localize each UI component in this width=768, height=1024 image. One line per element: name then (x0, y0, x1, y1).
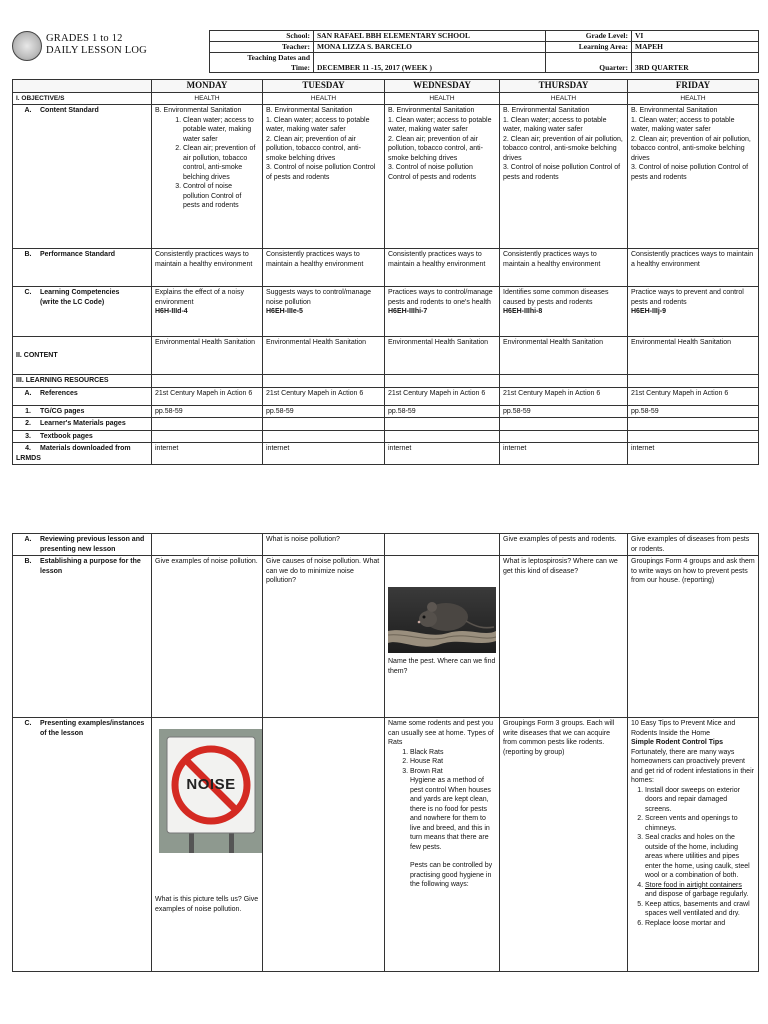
tg-label: 1. TG/CG pages (13, 405, 152, 418)
md-friday: internet (628, 443, 759, 465)
md-monday: internet (152, 443, 263, 465)
quarter-value: 3RD QUARTER (632, 53, 759, 73)
ref-wednesday: 21st Century Mapeh in Action 6 (385, 387, 500, 405)
ref-friday: 21st Century Mapeh in Action 6 (628, 387, 759, 405)
day-tuesday: TUESDAY (263, 80, 385, 93)
ref-monday: 21st Century Mapeh in Action 6 (152, 387, 263, 405)
perf-tuesday: Consistently practices ways to maintain a healthy environment (263, 249, 385, 287)
presenting-label: C. Presenting examples/instances of the lesson (13, 718, 152, 972)
subject-monday: HEALTH (152, 92, 263, 105)
presenting-friday: 10 Easy Tips to Prevent Mice and Rodents Inside the Home Simple Rodent Control Tips Fortunately, there are many ways homeowners can proactively prevent and get rid of rodent infestations in their homes: 1. Install door sweeps on exterior doors and repair damaged screens. 2. Screen vents and openings to chimneys. 3. Seal cracks and holes on the outside of the home, including areas where utilities and pipes enter the home, using caulk, steel wool or a combination of both. 4. Store food in airtight containers and dispose of garbage regularly. 5. Keep attics, basements and crawl spaces well ventilated and dry. 6. Replace loose mortar and (628, 718, 759, 972)
objectives-label: I. OBJECTIVE/S (13, 92, 152, 105)
tg-thursday: pp.58-59 (500, 405, 628, 418)
subject-friday: HEALTH (628, 92, 759, 105)
rat-photo (388, 587, 496, 653)
tg-wednesday: pp.58-59 (385, 405, 500, 418)
quarter-label: Quarter: (546, 53, 632, 73)
teacher-label: Teacher: (210, 42, 314, 53)
presenting-monday: NOISE What is this picture tells us? Give examples of noise pollution. (152, 718, 263, 972)
md-wednesday: internet (385, 443, 500, 465)
dates-value: DECEMBER 11 -15, 2017 (WEEK ) (314, 53, 546, 73)
purpose-wednesday: Name the pest. Where can we find them? (385, 556, 500, 718)
review-label: A. Reviewing previous lesson and presenting new lesson (13, 534, 152, 556)
perf-thursday: Consistently practices ways to maintain a healthy environment (500, 249, 628, 287)
no-noise-sign-photo (159, 729, 263, 853)
airtight-containers-link[interactable]: Store food in airtight containers (645, 881, 742, 889)
tg-tuesday: pp.58-59 (263, 405, 385, 418)
purpose-monday: Give examples of noise pollution. (152, 556, 263, 718)
comp-tuesday: Suggests ways to control/manage noise pollution H6EH-IIIe-5 (263, 287, 385, 337)
comp-thursday: Identifies some common diseases caused by pests and rodents H6EH-IIIhi-8 (500, 287, 628, 337)
lesson-log-table-2 (12, 533, 759, 972)
content-tuesday: Environmental Health Sanitation (263, 337, 385, 375)
deped-seal-logo (12, 31, 42, 61)
title-grades: GRADES 1 to 12 (46, 33, 123, 44)
content-standard-label: A. Content Standard (13, 105, 152, 249)
rat-illustration (388, 587, 496, 653)
day-monday: MONDAY (152, 80, 263, 93)
grade-value: VI (632, 31, 759, 42)
comp-monday: Explains the effect of a noisy environment H6H-IIId-4 (152, 287, 263, 337)
content-standard-wednesday: B. Environmental Sanitation 1. Clean water; access to potable water, making water safer 2. Clean air; prevention of air pollution, tobacco control, anti-smoke belching drives 3. Control of noise pollution Control of pests and rodents (385, 105, 500, 249)
document-title (46, 33, 147, 57)
presenting-thursday: Groupings Form 3 groups. Each will write diseases that we can acquire from common pests like rodents. (reporting by group) (500, 718, 628, 972)
grade-label: Grade Level: (546, 31, 632, 42)
textbook-label: 3. Textbook pages (13, 430, 152, 443)
content-standard-friday: B. Environmental Sanitation 1. Clean water; access to potable water, making water safer 2. Clean air; prevention of air pollution, tobacco control, anti-smoke belching drives 3. Control of noise pollution Control of pests and rodents (628, 105, 759, 249)
purpose-friday: Groupings Form 4 groups and ask them to write ways on how to prevent pests from our house. (reporting) (628, 556, 759, 718)
competencies-label: C. Learning Competencies (write the LC Code) (13, 287, 152, 337)
md-tuesday: internet (263, 443, 385, 465)
school-value: SAN RAFAEL BBH ELEMENTARY SCHOOL (314, 31, 546, 42)
perf-friday: Consistently practices ways to maintain a healthy environment (628, 249, 759, 287)
content-wednesday: Environmental Health Sanitation (385, 337, 500, 375)
subject-tuesday: HEALTH (263, 92, 385, 105)
presenting-tuesday (263, 718, 385, 972)
ref-tuesday: 21st Century Mapeh in Action 6 (263, 387, 385, 405)
md-thursday: internet (500, 443, 628, 465)
subject-thursday: HEALTH (500, 92, 628, 105)
presenting-wednesday: Name some rodents and pest you can usually see at home. Types of Rats 1. Black Rats 2. House Rat 3. Brown Rat Hygiene as a method of pest control When houses and yards are kept clean, there is no food for pests and nowhere for them to live and breed, and this in turn means that there are few pests. Pests can be controlled by practising good hygiene in the following ways: (385, 718, 500, 972)
purpose-thursday: What is leptospirosis? Where can we get this kind of disease? (500, 556, 628, 718)
noise-sign-text: NOISE (186, 776, 236, 793)
review-friday: Give examples of diseases from pests or rodents. (628, 534, 759, 556)
subject-wednesday: HEALTH (385, 92, 500, 105)
performance-standard-label: B. Performance Standard (13, 249, 152, 287)
dates-label: Teaching Dates and Time: (210, 53, 314, 73)
header-info-table (209, 30, 759, 73)
content-standard-monday: B. Environmental Sanitation 1. Clean water; access to potable water, making water safer 2. Clean air; prevention of air pollution, tobacco control, anti-smoke belching drives 3. Control of noise pollution Control of pests and rodents (152, 105, 263, 249)
review-tuesday: What is noise pollution? (263, 534, 385, 556)
content-monday: Environmental Health Sanitation (152, 337, 263, 375)
materials-label: 4. Materials downloaded from LRMDS (13, 443, 152, 465)
area-value: MAPEH (632, 42, 759, 53)
lesson-log-table-1 (12, 79, 759, 465)
ref-thursday: 21st Century Mapeh in Action 6 (500, 387, 628, 405)
content-friday: Environmental Health Sanitation (628, 337, 759, 375)
content-standard-tuesday: B. Environmental Sanitation 1. Clean water; access to potable water, making water safer 2. Clean air; prevention of air pollution, tobacco control, anti-smoke belching drives 3. Control of noise pollution Control of pests and rodents (263, 105, 385, 249)
resources-label: III. LEARNING RESOURCES (13, 375, 152, 388)
school-label: School: (210, 31, 314, 42)
tg-monday: pp.58-59 (152, 405, 263, 418)
perf-monday: Consistently practices ways to maintain a healthy environment (152, 249, 263, 287)
day-wednesday: WEDNESDAY (385, 80, 500, 93)
content-standard-thursday: B. Environmental Sanitation 1. Clean water; access to potable water, making water safer 2. Clean air; prevention of air pollution, tobacco control, anti-smoke belching drives 3. Control of noise pollution Control of pests and rodents (500, 105, 628, 249)
content-label: II. CONTENT (13, 337, 152, 375)
content-thursday: Environmental Health Sanitation (500, 337, 628, 375)
review-wednesday (385, 534, 500, 556)
title-dll: DAILY LESSON LOG (46, 45, 147, 56)
references-label: A. References (13, 387, 152, 405)
purpose-label: B. Establishing a purpose for the lesson (13, 556, 152, 718)
purpose-tuesday: Give causes of noise pollution. What can we do to minimize noise pollution? (263, 556, 385, 718)
lm-label: 2. Learner's Materials pages (13, 418, 152, 431)
perf-wednesday: Consistently practices ways to maintain a healthy environment (385, 249, 500, 287)
review-monday (152, 534, 263, 556)
day-friday: FRIDAY (628, 80, 759, 93)
review-thursday: Give examples of pests and rodents. (500, 534, 628, 556)
day-thursday: THURSDAY (500, 80, 628, 93)
comp-wednesday: Practices ways to control/manage pests and rodents to one's health H6EH-IIIhi-7 (385, 287, 500, 337)
comp-friday: Practice ways to prevent and control pests and rodents H6EH-IIIj-9 (628, 287, 759, 337)
tg-friday: pp.58-59 (628, 405, 759, 418)
area-label: Learning Area: (546, 42, 632, 53)
corner-cell (13, 80, 152, 93)
teacher-value: MONA LIZZA S. BARCELO (314, 42, 546, 53)
